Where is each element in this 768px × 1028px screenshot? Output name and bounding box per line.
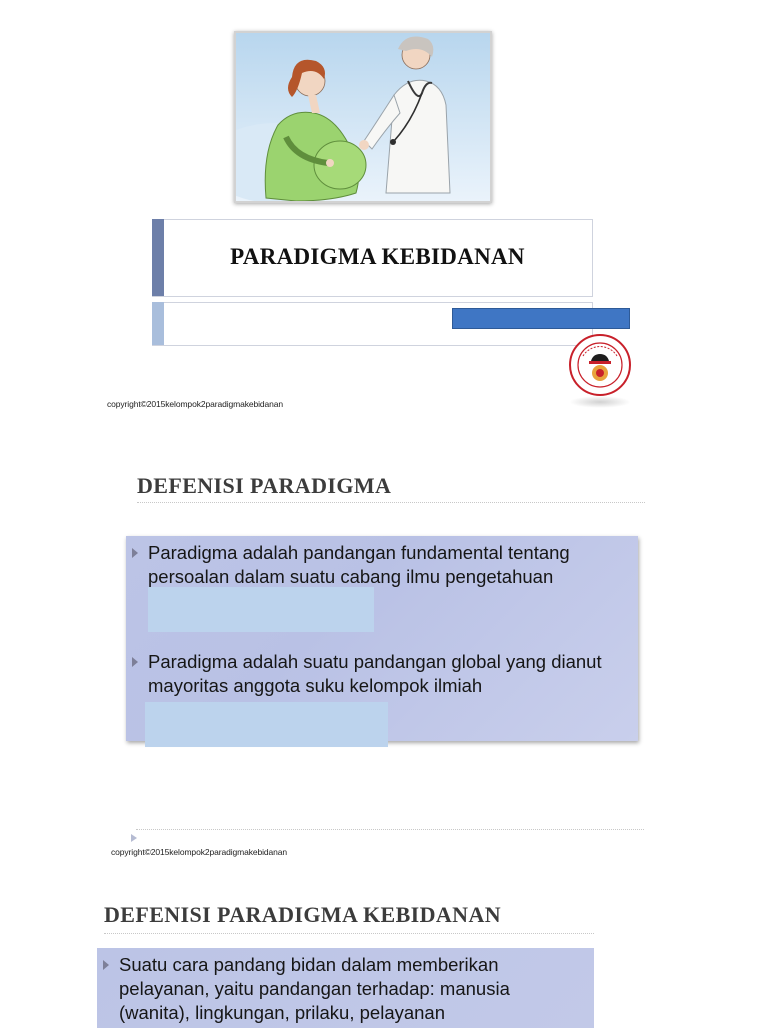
bullet-text: Paradigma adalah pandangan fundamental tentang persoalan dalam suatu cabang ilmu pengetahuan — [148, 542, 570, 587]
bullet-triangle-icon — [132, 657, 138, 667]
bullet-text: Paradigma adalah suatu pandangan global yang dianut mayoritas anggota suku kelompok ilmiah — [148, 651, 602, 696]
bullet-triangle-icon — [132, 548, 138, 558]
title-divider — [137, 502, 645, 503]
subtitle-accent-bar — [152, 302, 164, 345]
title-accent-bar — [152, 219, 164, 296]
footer-divider — [136, 829, 644, 830]
section-title: DEFENISI PARADIGMA — [137, 473, 392, 498]
bullet-triangle-icon — [103, 960, 109, 970]
logo-reflection — [569, 396, 631, 408]
ikatan-bidan-indonesia-logo — [569, 334, 631, 396]
bullet-item — [132, 650, 632, 698]
pregnant-woman-doctor-illustration — [234, 31, 492, 203]
highlight-block — [148, 587, 374, 632]
highlight-block — [145, 702, 388, 747]
slide-title: PARADIGMA KEBIDANAN — [230, 244, 525, 269]
small-triangle-icon — [131, 834, 137, 842]
blue-decor-rectangle — [452, 308, 630, 329]
bullet-item — [132, 541, 632, 589]
title-divider — [104, 933, 594, 934]
bullet-item — [103, 953, 573, 1025]
copyright-text: copyright©2015kelompok2paradigmakebidanan — [107, 399, 284, 409]
copyright-text: copyright©2015kelompok2paradigmakebidanan — [111, 847, 288, 857]
bullet-text: Suatu cara pandang bidan dalam memberikan pelayanan, yaitu pandangan terhadap: manusia (wanita), lingkungan, prilaku, pelayanan — [119, 954, 510, 1023]
section-title: DEFENISI PARADIGMA KEBIDANAN — [104, 902, 502, 927]
